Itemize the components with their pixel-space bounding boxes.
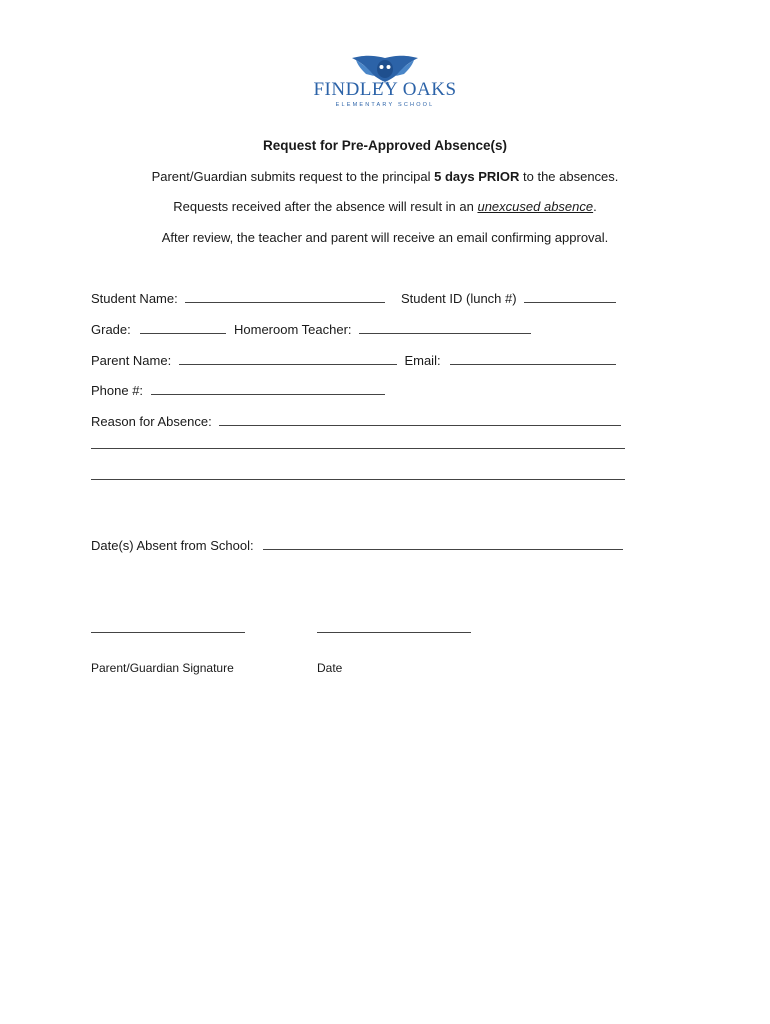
instruction-line-3: After review, the teacher and parent will receive an email confirming approval. [161, 230, 609, 245]
instruction-2-text-a: Requests received after the absence will result in an [173, 199, 478, 214]
dates-absent-label: Date(s) Absent from School: [91, 538, 254, 553]
parent-signature-label: Parent/Guardian Signature [91, 661, 234, 675]
row-grade [91, 322, 531, 337]
logo-name: FINDLEY OAKS [313, 79, 457, 100]
student-name-field[interactable] [185, 291, 385, 303]
reason-field[interactable] [219, 414, 621, 426]
instruction-line-1 [0, 169, 770, 184]
grade-label: Grade: [91, 322, 131, 337]
phone-label: Phone #: [91, 383, 144, 398]
instruction-2-text-b: . [593, 199, 597, 214]
school-logo [300, 52, 470, 114]
email-field[interactable] [450, 353, 616, 365]
logo-subtitle: ELEMENTARY SCHOOL [335, 102, 435, 108]
parent-name-field[interactable] [179, 353, 397, 365]
student-id-field[interactable] [524, 291, 616, 303]
instruction-1-text-a: Parent/Guardian submits request to the principal [151, 169, 435, 184]
row-parent [91, 353, 616, 368]
signature-date-line[interactable] [317, 632, 471, 633]
email-label: Email: [404, 353, 441, 368]
dates-absent-field[interactable] [263, 538, 623, 550]
row-phone [91, 383, 385, 398]
reason-label: Reason for Absence: [91, 414, 212, 429]
grade-field[interactable] [140, 322, 226, 334]
student-name-label: Student Name: [91, 291, 178, 306]
instruction-2-emphasis: unexcused absence [477, 199, 594, 214]
signature-date-label: Date [317, 661, 343, 675]
instruction-1-bold: 5 days PRIOR [434, 169, 520, 184]
page-title: Request for Pre-Approved Absence(s) [262, 138, 508, 153]
row-reason [91, 414, 621, 429]
instruction-1-text-b: to the absences. [519, 169, 619, 184]
parent-signature-line[interactable] [91, 632, 245, 633]
homeroom-teacher-field[interactable] [359, 322, 531, 334]
reason-line-3[interactable] [91, 479, 625, 480]
reason-line-2[interactable] [91, 448, 625, 449]
row-student [91, 291, 616, 306]
homeroom-teacher-label: Homeroom Teacher: [234, 322, 352, 337]
row-dates [91, 538, 623, 553]
student-id-label: Student ID (lunch #) [400, 291, 517, 306]
phone-field[interactable] [151, 383, 385, 395]
instruction-line-2 [0, 199, 770, 214]
parent-name-label: Parent Name: [91, 353, 172, 368]
